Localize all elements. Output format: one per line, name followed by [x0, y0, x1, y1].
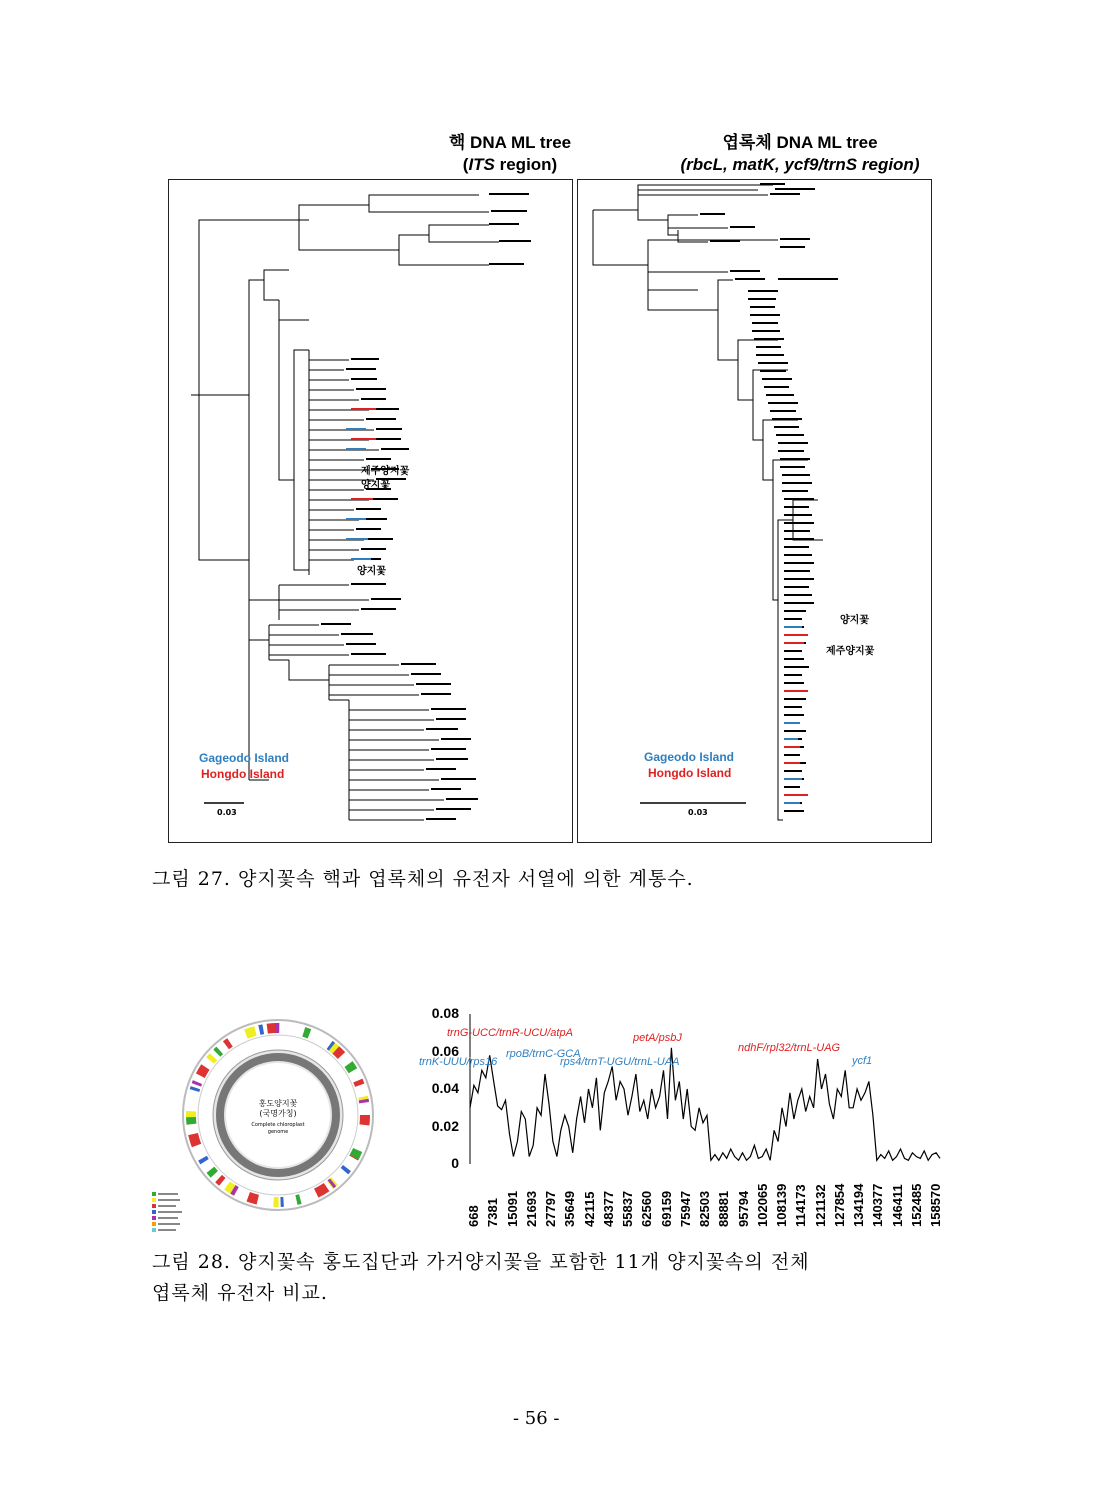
x-tick-label: 55837 — [620, 1190, 635, 1227]
x-tick-label: 158570 — [928, 1183, 943, 1227]
left-legend-hongdo: Hongdo Island — [201, 767, 285, 781]
chloroplast-tree-leaves — [700, 183, 838, 280]
annotation-rps4: rps4/trnT-UGU/trnL-UAA — [560, 1056, 680, 1068]
left-legend-gageodo: Gageodo Island — [199, 751, 290, 765]
x-tick-label: 75947 — [677, 1190, 693, 1227]
x-tick-label: 82503 — [697, 1190, 712, 1227]
x-tick-label: 48377 — [600, 1190, 616, 1227]
right-label-yangji: 양지꽃 — [840, 615, 869, 626]
circle-label-line2: (국명가칭) — [259, 1109, 297, 1118]
x-tick-label: 42115 — [581, 1191, 597, 1227]
annotation-ycf1: ycf1 — [852, 1055, 873, 1067]
nuclear-tree-branches — [191, 195, 499, 820]
left-tree-title-its: ITS — [468, 155, 495, 174]
right-label-jeju: 제주양지꽃 — [826, 646, 875, 657]
annotation-trng: trnG-UCC/trnR-UCU/atpA — [447, 1027, 573, 1039]
nuclear-tree-panel — [168, 179, 573, 843]
x-tick-label: 668 — [466, 1205, 481, 1227]
page-number: - 56 - — [513, 1408, 560, 1429]
x-tick-label: 146411 — [889, 1184, 905, 1227]
chloroplast-tree-svg — [578, 180, 931, 842]
left-tree-title-region: region) — [494, 155, 558, 174]
right-legend-gageodo: Gageodo Island — [644, 750, 735, 764]
chloroplast-tree-leaf-column — [748, 290, 814, 812]
circle-label-line1: 홍도양지꽃 — [258, 1099, 298, 1108]
nuclear-tree-leaves — [321, 193, 531, 820]
right-tree-title-line1: 엽록체 DNA ML tree — [722, 133, 878, 152]
left-tree-title-open: ( — [462, 155, 469, 174]
y-tick-label: 0.08 — [431, 1005, 459, 1021]
x-tick-label: 69159 — [658, 1190, 674, 1227]
x-tick-label: 15091 — [504, 1190, 520, 1227]
diversity-chart — [415, 1000, 945, 1232]
right-scale-label: 0.03 — [688, 808, 708, 817]
x-tick-label: 27797 — [543, 1190, 558, 1227]
x-tick-label: 140377 — [870, 1183, 886, 1227]
nuclear-tree-svg — [169, 180, 572, 842]
x-tick-label: 88881 — [716, 1190, 732, 1227]
y-tick-label: 0.04 — [431, 1080, 459, 1096]
figure-28-caption-line2: 엽록체 유전자 비교. — [152, 1282, 328, 1304]
annotation-peta: petA/psbJ — [633, 1032, 682, 1044]
x-tick-label: 35649 — [562, 1190, 578, 1227]
y-tick-label: 0.06 — [431, 1042, 459, 1059]
x-tick-label: 62560 — [639, 1190, 655, 1227]
left-tree-title-line1: 핵 DNA ML tree — [448, 133, 572, 152]
right-tree-title-line2: (rbcL, matK, ycf9/trnS region) — [680, 155, 920, 174]
figure-28-caption-line1: 그림 28. 양지꽃속 홍도집단과 가거양지꽃을 포함한 11개 양지꽃속의 전체 — [152, 1251, 810, 1273]
x-tick-label: 127854 — [831, 1183, 847, 1227]
left-label-yangji2: 양지꽃 — [357, 566, 386, 577]
annotation-ndhf: ndhF/rpl32/trnL-UAG — [738, 1042, 841, 1054]
left-label-jeju: 제주양지꽃 — [361, 466, 410, 477]
x-tick-label: 21693 — [523, 1190, 539, 1227]
x-tick-label: 134194 — [851, 1183, 866, 1227]
annotation-trnk: trnK-UUU/rps16 — [419, 1056, 498, 1068]
left-tree-title-line2 — [395, 154, 625, 176]
left-label-yangji1: 양지꽃 — [361, 480, 390, 491]
left-tree-title — [395, 132, 625, 176]
chloroplast-genome-map — [150, 1000, 410, 1240]
annotation-rpob: rpoB/trnC-GCA — [506, 1048, 581, 1060]
y-tick-label: 0 — [451, 1155, 459, 1171]
y-tick-label: 0.02 — [431, 1117, 459, 1134]
left-scale-label: 0.03 — [217, 808, 237, 817]
right-legend-hongdo: Hongdo Island — [648, 766, 732, 780]
chloroplast-tree-panel — [577, 179, 932, 843]
circle-label-line4: genome — [267, 1129, 289, 1135]
right-tree-title — [655, 132, 945, 176]
chloroplast-tree-branches — [593, 185, 823, 820]
figure-27-caption: 그림 27. 양지꽃속 핵과 엽록체의 유전자 서열에 의한 계통수. — [152, 868, 694, 890]
x-tick-label: 121132 — [812, 1184, 828, 1227]
x-tick-label: 152485 — [908, 1183, 924, 1227]
x-tick-label: 95794 — [735, 1190, 751, 1227]
x-tick-label: 102065 — [754, 1183, 770, 1227]
x-tick-label: 114173 — [793, 1184, 809, 1227]
genome-legend — [152, 1192, 182, 1232]
x-tick-label: 108139 — [774, 1183, 789, 1227]
circle-label-line3: Complete chloroplast — [251, 1122, 305, 1128]
x-tick-label: 7381 — [485, 1198, 501, 1227]
